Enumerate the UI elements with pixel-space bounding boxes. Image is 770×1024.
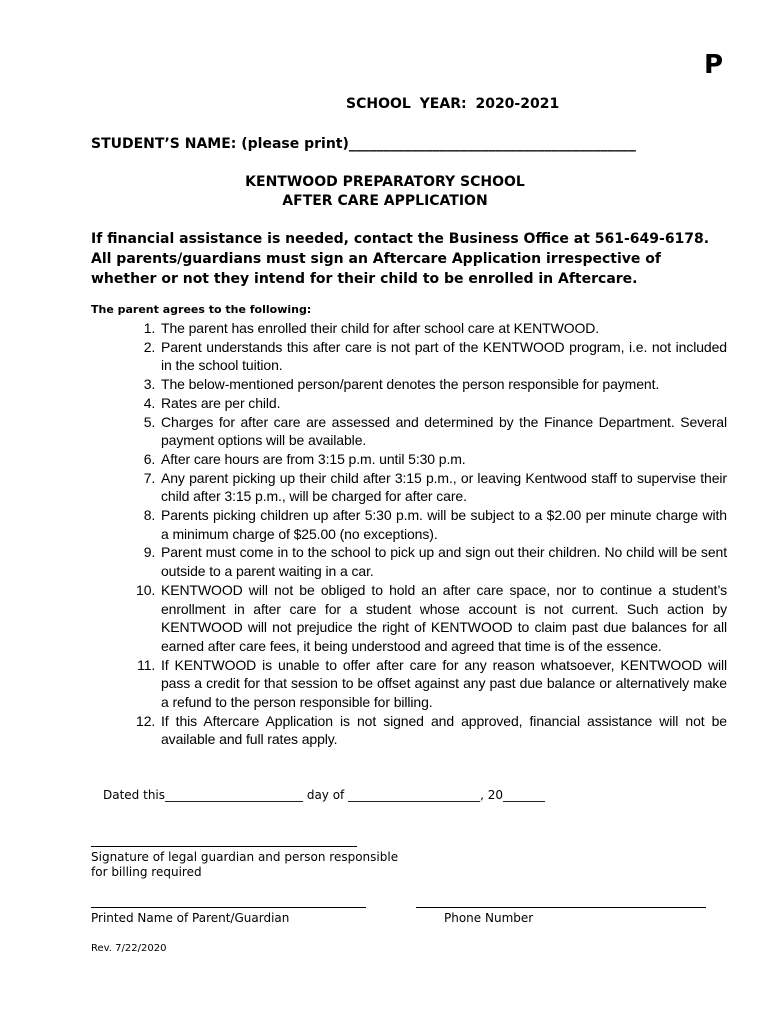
phone-number-label: Phone Number (444, 911, 534, 925)
phone-number-line[interactable] (416, 907, 706, 908)
terms-list (91, 319, 727, 749)
form-title: AFTER CARE APPLICATION (282, 193, 488, 209)
student-name-field[interactable]: STUDENT’S NAME: (please print)_________________________________________ (91, 136, 636, 152)
printed-name-line[interactable] (91, 907, 366, 908)
signature-label: Signature of legal guardian and person responsible (91, 850, 399, 864)
term-item: 3. The below-mentioned person/parent denotes the person responsible for payment. (159, 375, 727, 394)
term-item: 7. Any parent picking up their child after 3:15 p.m., or leaving Kentwood staff to supervise their child after 3:15 p.m., will be charged for after care. (159, 469, 727, 506)
signature-line[interactable] (91, 846, 357, 847)
revision-date: Rev. 7/22/2020 (91, 943, 167, 954)
financial-assistance-notice: If financial assistance is needed, contact the Business Office at 561-649-6178. (91, 231, 710, 247)
term-item: 6. After care hours are from 3:15 p.m. until 5:30 p.m. (159, 450, 727, 469)
term-item: 9. Parent must come in to the school to pick up and sign out their children. No child will be sent outside to a parent waiting in a car. (159, 543, 727, 580)
aftercare-application-notice: All parents/guardians must sign an Aftercare Application irrespective of whether or not they intend for their child to be enrolled in Aftercare. (91, 251, 661, 287)
term-item: 11. If KENTWOOD is unable to offer after care for any reason whatsoever, KENTWOOD will pass a credit for that session to be offset against any past due balance or alternatively make a refund to the person responsible for billing. (159, 656, 727, 712)
term-item: 10. KENTWOOD will not be obliged to hold an after care space, nor to continue a student’s enrollment in after care for a student whose account is not current. Such action by KENTWOOD will not prejudice the right of KENTWOOD to claim past due balances for all earned after care fees, it being understood and agreed that time is of the essence. (159, 581, 727, 656)
school-year: SCHOOL YEAR: 2020-2021 (346, 96, 560, 112)
term-item: 8. Parents picking children up after 5:30 p.m. will be subject to a $2.00 per minute charge with a minimum charge of $25.00 (no exceptions). (159, 506, 727, 543)
term-item: 12. If this Aftercare Application is not signed and approved, financial assistance will not be available and full rates apply. (159, 712, 727, 749)
agreement-heading: The parent agrees to the following: (91, 303, 312, 316)
term-item: 1. The parent has enrolled their child for after school care at KENTWOOD. (159, 319, 727, 338)
signature-label-continued: for billing required (91, 865, 202, 879)
form-code-letter: P (704, 50, 724, 80)
printed-name-label: Printed Name of Parent/Guardian (91, 911, 290, 925)
term-item: 4. Rates are per child. (159, 394, 727, 413)
term-item: 2. Parent understands this after care is not part of the KENTWOOD program, i.e. not included in the school tuition. (159, 338, 727, 375)
school-name-heading: KENTWOOD PREPARATORY SCHOOL (245, 174, 525, 190)
term-item: 5. Charges for after care are assessed and determined by the Finance Department. Several payment options will be available. (159, 413, 727, 450)
dated-line[interactable]: Dated this_______________________ day of ______________________, 20_______ (103, 788, 545, 802)
